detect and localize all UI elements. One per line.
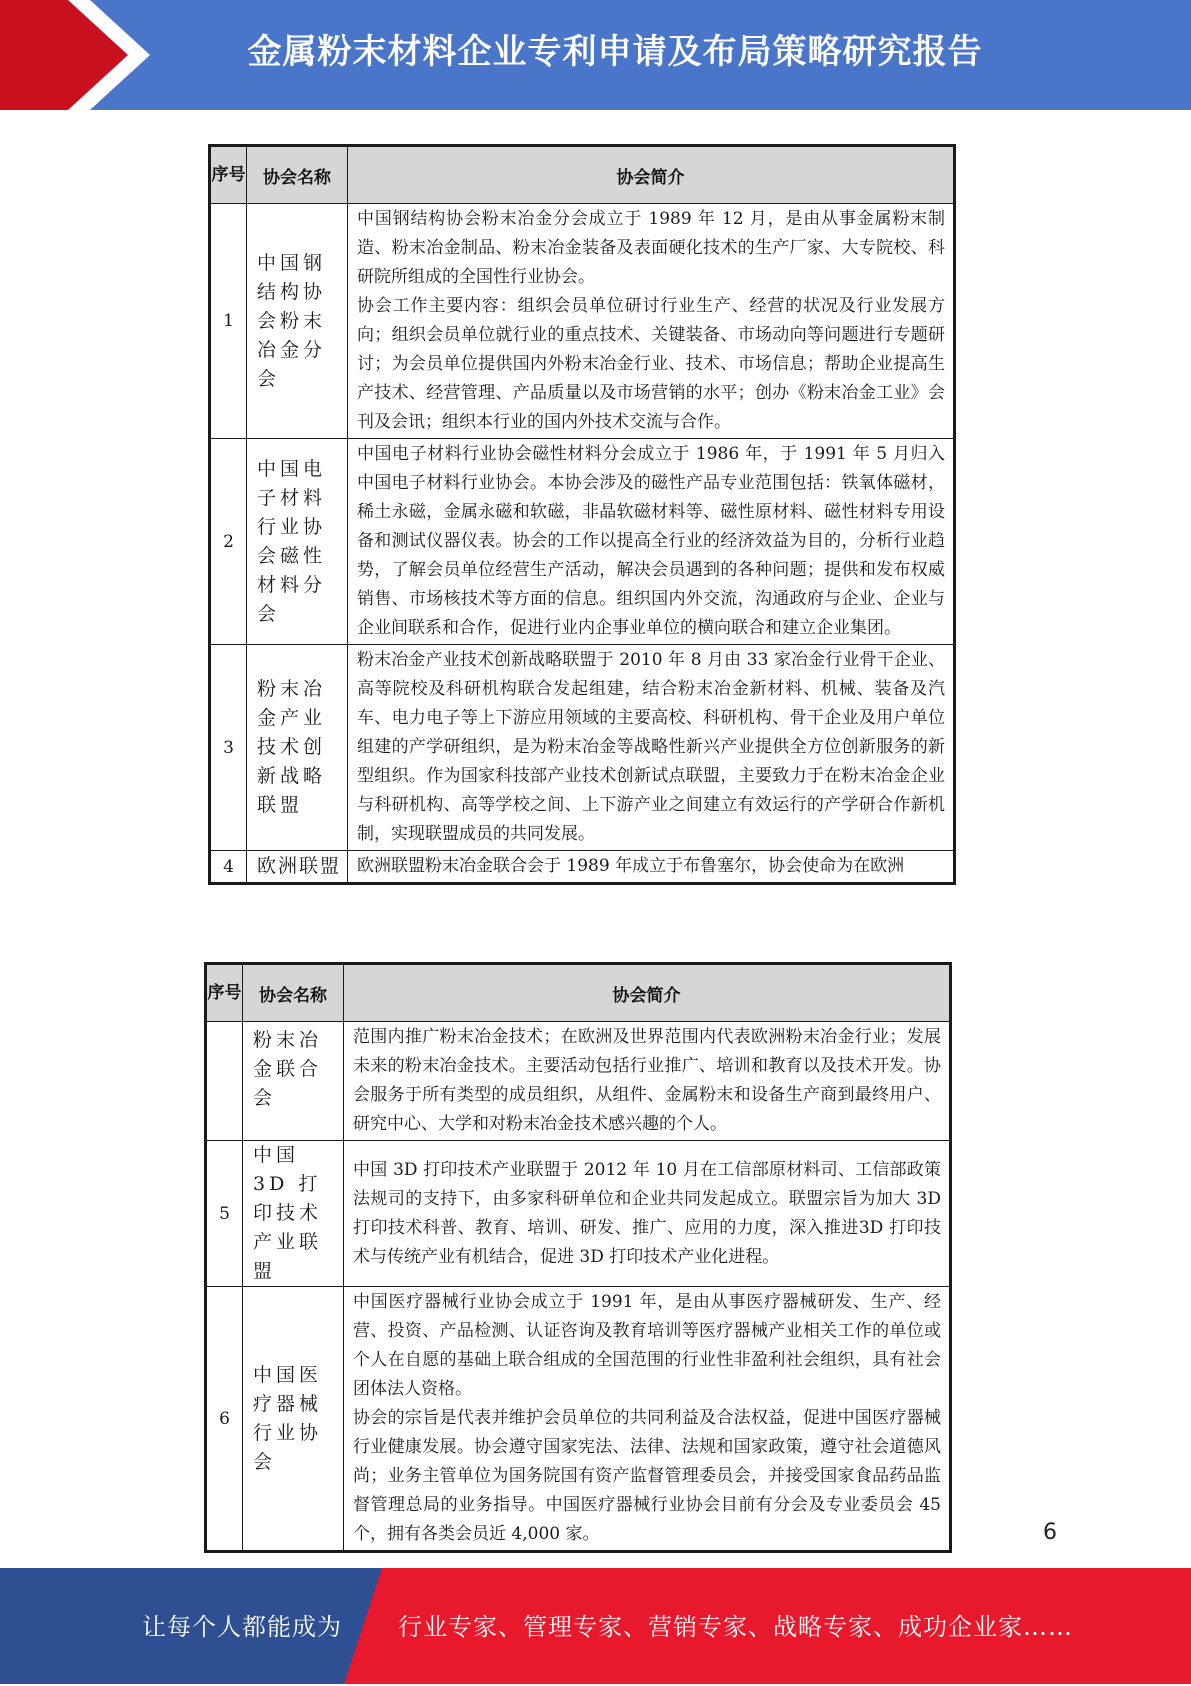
desc-paragraph: 中国钢结构协会粉末冶金分会成立于 1989 年 12 月，是由从事金属粉末制造、粉末冶金制品、粉末冶金装备及表面硬化技术的生产厂家、大专院校、科研院所组成的全国性行业协会。 xyxy=(357,209,945,287)
row-name: 粉末冶金联合会 xyxy=(243,1022,344,1141)
row-no: 1 xyxy=(210,204,247,439)
footer-slogan-right: 行业专家、管理专家、营销专家、战略专家、成功企业家…… xyxy=(398,1613,1073,1641)
desc-paragraph: 粉末冶金产业技术创新战略联盟于 2010 年 8 月由 33 家冶金行业骨干企业、高等院校及科研机构联合发起组建，结合粉末冶金新材料、机械、装备及汽车、电力电子等上下游应用领域的主要高校、科研机构、骨干企业及用户单位组建的产学研组织，是为粉末冶金等战略性新兴产业提供全方位创新服务的新型组织。作为国家科技部产业技术创新试点联盟，主要致力于在粉末冶金企业与科研机构、高等学校之间、上下游产业之间建立有效运行的产学研合作新机制，实现联盟成员的共同发展。 xyxy=(357,650,945,844)
table-header-row xyxy=(206,964,951,1022)
row-no: 3 xyxy=(210,645,247,851)
table-row xyxy=(206,1141,951,1287)
row-no: 2 xyxy=(210,439,247,645)
table-row xyxy=(206,1022,951,1141)
desc-paragraph: 协会工作主要内容：组织会员单位研讨行业生产、经营的状况及行业发展方向；组织会员单位就行业的重点技术、关键装备、市场动向等问题进行专题研讨；为会员单位提供国内外粉末冶金行业、技术、市场信息；帮助企业提高生产技术、经营管理、产品质量以及市场营销的水平；创办《粉末冶金工业》会刊及会讯；组织本行业的国内外技术交流与合作。 xyxy=(357,296,945,432)
desc-paragraph: 中国 3D 打印技术产业联盟于 2012 年 10 月在工信部原材料司、工信部政策法规司的支持下，由多家科研单位和企业共同发起成立。联盟宗旨为加大 3D 打印技术科普、教育、培训、研发、推广、应用的力度，深入推进3D 打印技术与传统产业有机结合，促进 3D 打印技术产业化进程。 xyxy=(353,1159,941,1267)
row-name: 欧洲联盟 xyxy=(247,851,348,884)
col-header-desc: 协会简介 xyxy=(344,964,951,1022)
row-no xyxy=(206,1022,243,1141)
row-desc xyxy=(344,1141,951,1287)
row-no: 6 xyxy=(206,1287,243,1552)
association-table-2 xyxy=(204,962,952,1553)
page-title: 金属粉末材料企业专利申请及布局策略研究报告 xyxy=(247,32,983,72)
page-header xyxy=(0,0,1191,110)
table-row xyxy=(206,1287,951,1552)
row-desc xyxy=(348,645,955,851)
desc-paragraph: 协会的宗旨是代表并维护会员单位的共同利益及合法权益，促进中国医疗器械行业健康发展。协会遵守国家宪法、法律、法规和国家政策，遵守社会道德风尚；业务主管单位为国务院国有资产监督管理委员会，并接受国家食品药品监督管理总局的业务指导。中国医疗器械行业协会目前有分会及专业委员会 45 个，拥有各类会员近 4,000 家。 xyxy=(353,1408,941,1544)
desc-paragraph: 中国医疗器械行业协会成立于 1991 年，是由从事医疗器械研发、生产、经营、投资、产品检测、认证咨询及教育培训等医疗器械产业相关工作的单位或个人在自愿的基础上联合组成的全国范围的行业性非盈利社会组织，具有社会团体法人资格。 xyxy=(353,1292,941,1399)
desc-paragraph: 范围内推广粉末冶金技术；在欧洲及世界范围内代表欧洲粉末冶金行业；发展未来的粉末冶金技术。主要活动包括行业推广、培训和教育以及技术开发。协会服务于所有类型的成员组织，从组件、金属粉末和设备生产商到最终用户、研究中心、大学和对粉末冶金技术感兴趣的个人。 xyxy=(353,1027,941,1134)
row-desc xyxy=(348,204,955,439)
col-header-name: 协会名称 xyxy=(247,146,348,204)
page-footer xyxy=(0,1568,1191,1684)
row-no: 4 xyxy=(210,851,247,884)
table-row xyxy=(210,204,955,439)
col-header-no: 序号 xyxy=(206,964,243,1022)
row-desc xyxy=(344,1287,951,1552)
row-desc xyxy=(344,1022,951,1141)
col-header-no: 序号 xyxy=(210,146,247,204)
row-name: 中国 3D 打印技术产业联盟 xyxy=(243,1141,344,1287)
row-name: 粉末冶金产业技术创新战略联盟 xyxy=(247,645,348,851)
header-arrow-graphic xyxy=(0,0,150,110)
row-name: 中国电子材料行业协会磁性材料分会 xyxy=(247,439,348,645)
row-name: 中国医疗器械行业协会 xyxy=(243,1287,344,1552)
association-table-1 xyxy=(208,144,956,885)
desc-paragraph: 欧洲联盟粉末冶金联合会于 1989 年成立于布鲁塞尔，协会使命为在欧洲 xyxy=(357,856,905,876)
row-desc xyxy=(348,439,955,645)
col-header-name: 协会名称 xyxy=(243,964,344,1022)
table-row xyxy=(210,439,955,645)
row-name: 中国钢结构协会粉末冶金分会 xyxy=(247,204,348,439)
col-header-desc: 协会简介 xyxy=(348,146,955,204)
table-row xyxy=(210,645,955,851)
page-number: 6 xyxy=(1043,1520,1057,1545)
table-row xyxy=(210,851,955,884)
desc-paragraph: 中国电子材料行业协会磁性材料分会成立于 1986 年，于 1991 年 5 月归入中国电子材料行业协会。本协会涉及的磁性产品专业范围包括：铁氧体磁材，稀土永磁，金属永磁和软磁，非晶软磁材料等、磁性原材料、磁性材料专用设备和测试仪器仪表。协会的工作以提高全行业的经济效益为目的，分析行业趋势，了解会员单位经营生产活动，解决会员遇到的各种问题；提供和发布权威销售、市场核技术等方面的信息。组织国内外交流，沟通政府与企业、企业与企业间联系和合作，促进行业内企事业单位的横向联合和建立企业集团。 xyxy=(357,444,945,638)
footer-slogan-left: 让每个人都能成为 xyxy=(142,1613,342,1641)
row-no: 5 xyxy=(206,1141,243,1287)
table-header-row xyxy=(210,146,955,204)
row-desc xyxy=(348,851,955,884)
